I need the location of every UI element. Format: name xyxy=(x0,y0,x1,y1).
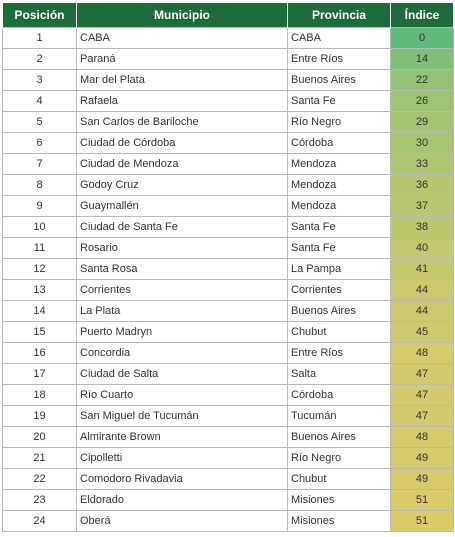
cell-position: 1 xyxy=(3,28,77,49)
cell-index: 37 xyxy=(391,196,454,217)
ranking-table xyxy=(2,3,454,532)
cell-index: 48 xyxy=(391,343,454,364)
table-row xyxy=(3,280,454,301)
cell-index: 29 xyxy=(391,112,454,133)
table-row xyxy=(3,364,454,385)
cell-position: 18 xyxy=(3,385,77,406)
cell-municipality: San Miguel de Tucumán xyxy=(77,406,288,427)
table-row xyxy=(3,469,454,490)
cell-province: Santa Fe xyxy=(288,238,391,259)
cell-province: Córdoba xyxy=(288,385,391,406)
cell-index: 38 xyxy=(391,217,454,238)
cell-province: Río Negro xyxy=(288,448,391,469)
table-row xyxy=(3,49,454,70)
cell-province: Río Negro xyxy=(288,112,391,133)
table-row xyxy=(3,70,454,91)
cell-municipality: Concordia xyxy=(77,343,288,364)
cell-province: Buenos Aires xyxy=(288,301,391,322)
table-row xyxy=(3,28,454,49)
cell-position: 2 xyxy=(3,49,77,70)
header-municipality: Municipio xyxy=(77,3,288,28)
cell-index: 40 xyxy=(391,238,454,259)
cell-municipality: Mar del Plata xyxy=(77,70,288,91)
cell-province: CABA xyxy=(288,28,391,49)
cell-position: 15 xyxy=(3,322,77,343)
cell-position: 19 xyxy=(3,406,77,427)
cell-province: Santa Fe xyxy=(288,91,391,112)
cell-index: 44 xyxy=(391,301,454,322)
cell-index: 44 xyxy=(391,280,454,301)
cell-municipality: Paraná xyxy=(77,49,288,70)
table-row xyxy=(3,343,454,364)
cell-position: 14 xyxy=(3,301,77,322)
cell-index: 49 xyxy=(391,448,454,469)
cell-province: Santa Fe xyxy=(288,217,391,238)
header-row xyxy=(3,3,454,28)
cell-index: 48 xyxy=(391,427,454,448)
header-position: Posición xyxy=(3,3,77,28)
cell-municipality: Corrientes xyxy=(77,280,288,301)
cell-index: 0 xyxy=(391,28,454,49)
cell-position: 16 xyxy=(3,343,77,364)
cell-municipality: Puerto Madryn xyxy=(77,322,288,343)
table-row xyxy=(3,322,454,343)
cell-province: Corrientes xyxy=(288,280,391,301)
table-row xyxy=(3,112,454,133)
cell-index: 45 xyxy=(391,322,454,343)
cell-province: Buenos Aires xyxy=(288,427,391,448)
cell-municipality: San Carlos de Bariloche xyxy=(77,112,288,133)
cell-municipality: Ciudad de Salta xyxy=(77,364,288,385)
cell-province: Mendoza xyxy=(288,175,391,196)
table-row xyxy=(3,175,454,196)
cell-position: 5 xyxy=(3,112,77,133)
cell-index: 14 xyxy=(391,49,454,70)
cell-province: Chubut xyxy=(288,469,391,490)
cell-position: 24 xyxy=(3,511,77,532)
cell-position: 12 xyxy=(3,259,77,280)
cell-province: Entre Ríos xyxy=(288,343,391,364)
cell-province: La Pampa xyxy=(288,259,391,280)
cell-municipality: Rafaela xyxy=(77,91,288,112)
cell-municipality: La Plata xyxy=(77,301,288,322)
header-province: Provincia xyxy=(288,3,391,28)
cell-municipality: Río Cuarto xyxy=(77,385,288,406)
cell-province: Misiones xyxy=(288,490,391,511)
header-index: Índice xyxy=(391,3,454,28)
cell-position: 7 xyxy=(3,154,77,175)
cell-position: 6 xyxy=(3,133,77,154)
cell-index: 22 xyxy=(391,70,454,91)
cell-municipality: Godoy Cruz xyxy=(77,175,288,196)
cell-municipality: Santa Rosa xyxy=(77,259,288,280)
cell-municipality: Ciudad de Córdoba xyxy=(77,133,288,154)
table-header xyxy=(3,3,454,28)
cell-index: 30 xyxy=(391,133,454,154)
cell-municipality: Comodoro Rivadavia xyxy=(77,469,288,490)
cell-position: 20 xyxy=(3,427,77,448)
cell-index: 49 xyxy=(391,469,454,490)
table-row xyxy=(3,448,454,469)
cell-position: 9 xyxy=(3,196,77,217)
cell-province: Mendoza xyxy=(288,196,391,217)
table-body xyxy=(3,28,454,532)
table-row xyxy=(3,133,454,154)
cell-position: 11 xyxy=(3,238,77,259)
cell-position: 21 xyxy=(3,448,77,469)
cell-municipality: CABA xyxy=(77,28,288,49)
table-row xyxy=(3,490,454,511)
table-row xyxy=(3,385,454,406)
cell-province: Salta xyxy=(288,364,391,385)
cell-province: Córdoba xyxy=(288,133,391,154)
cell-index: 47 xyxy=(391,406,454,427)
cell-municipality: Ciudad de Mendoza xyxy=(77,154,288,175)
cell-position: 22 xyxy=(3,469,77,490)
table-row xyxy=(3,238,454,259)
cell-index: 47 xyxy=(391,364,454,385)
cell-index: 51 xyxy=(391,511,454,532)
cell-municipality: Guaymallén xyxy=(77,196,288,217)
cell-municipality: Eldorado xyxy=(77,490,288,511)
cell-municipality: Almirante Brown xyxy=(77,427,288,448)
cell-position: 3 xyxy=(3,70,77,91)
table-row xyxy=(3,301,454,322)
cell-municipality: Rosario xyxy=(77,238,288,259)
cell-index: 51 xyxy=(391,490,454,511)
cell-position: 10 xyxy=(3,217,77,238)
table-row xyxy=(3,217,454,238)
table-row xyxy=(3,406,454,427)
table-row xyxy=(3,196,454,217)
cell-position: 13 xyxy=(3,280,77,301)
cell-index: 33 xyxy=(391,154,454,175)
cell-province: Tucumán xyxy=(288,406,391,427)
table-row xyxy=(3,91,454,112)
cell-province: Chubut xyxy=(288,322,391,343)
cell-index: 41 xyxy=(391,259,454,280)
cell-position: 17 xyxy=(3,364,77,385)
cell-position: 23 xyxy=(3,490,77,511)
cell-index: 47 xyxy=(391,385,454,406)
cell-index: 36 xyxy=(391,175,454,196)
cell-province: Mendoza xyxy=(288,154,391,175)
table-row xyxy=(3,427,454,448)
table-row xyxy=(3,154,454,175)
cell-position: 8 xyxy=(3,175,77,196)
cell-province: Entre Ríos xyxy=(288,49,391,70)
cell-municipality: Ciudad de Santa Fe xyxy=(77,217,288,238)
table-row xyxy=(3,259,454,280)
cell-position: 4 xyxy=(3,91,77,112)
table-row xyxy=(3,511,454,532)
cell-index: 26 xyxy=(391,91,454,112)
cell-municipality: Cipolletti xyxy=(77,448,288,469)
cell-province: Misiones xyxy=(288,511,391,532)
cell-province: Buenos Aires xyxy=(288,70,391,91)
cell-municipality: Oberá xyxy=(77,511,288,532)
